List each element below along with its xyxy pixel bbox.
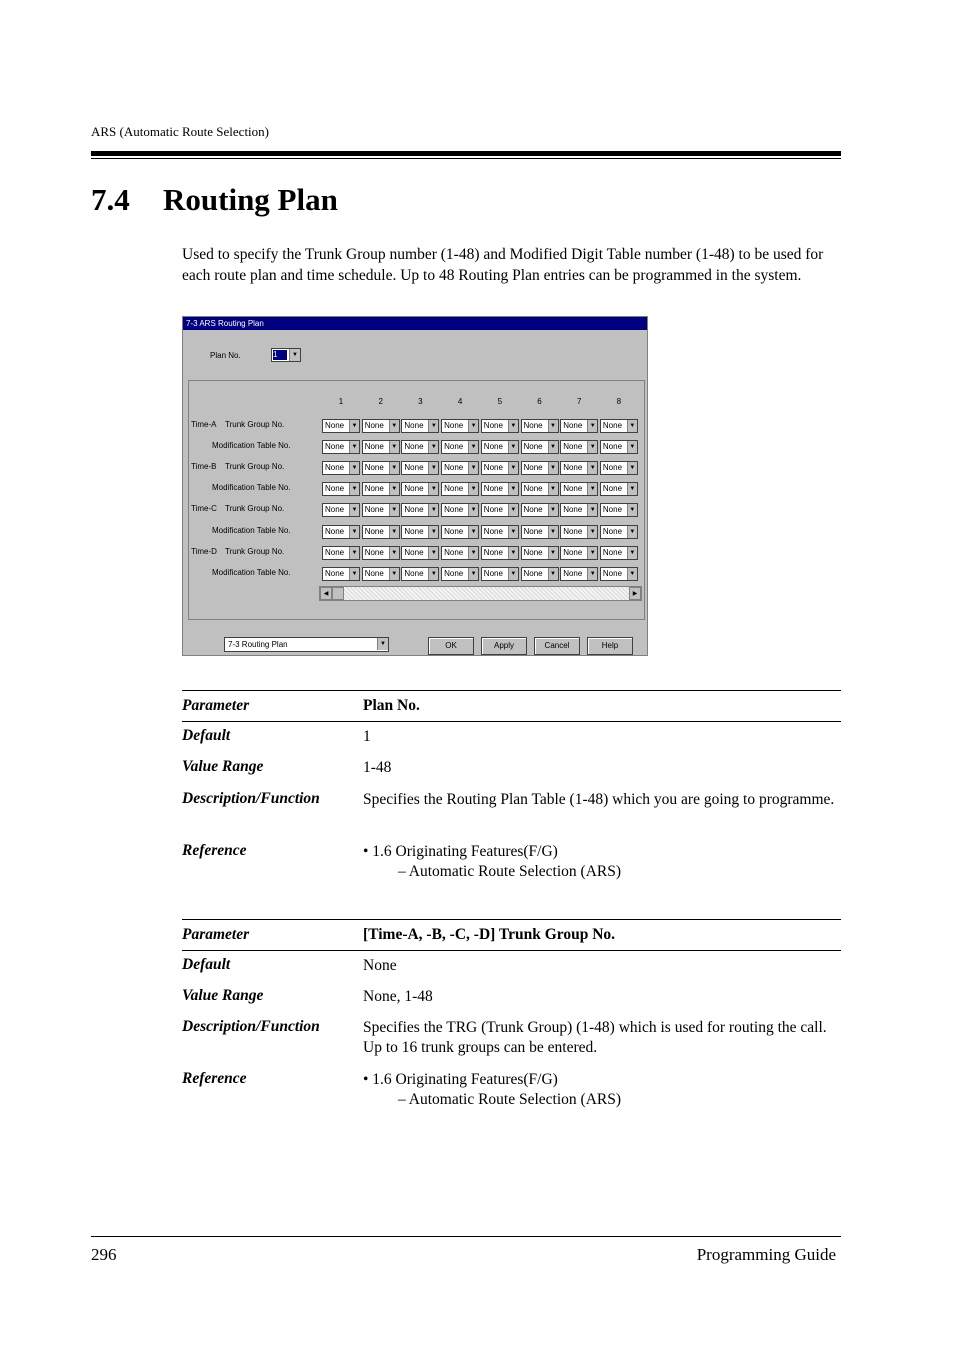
chevron-down-icon[interactable]: ▼: [627, 483, 637, 495]
column-header: 5: [497, 397, 503, 406]
chevron-down-icon[interactable]: ▼: [627, 526, 637, 538]
description-key: Description/Function: [182, 1018, 320, 1035]
scroll-thumb[interactable]: [332, 587, 344, 600]
route-cell-value: None: [563, 463, 583, 473]
route-cell-select[interactable]: [441, 546, 479, 560]
route-cell-select[interactable]: [401, 440, 439, 454]
route-cell-value: None: [563, 421, 583, 430]
route-cell-select[interactable]: [362, 546, 400, 560]
route-cell-select[interactable]: [322, 419, 360, 433]
param-table-plan-no: [182, 690, 841, 890]
chevron-down-icon[interactable]: ▼: [428, 504, 438, 516]
route-cell-value: None: [325, 421, 345, 430]
route-cell-select[interactable]: [600, 567, 638, 581]
route-cell-select[interactable]: [441, 419, 479, 433]
chevron-down-icon[interactable]: ▼: [389, 547, 399, 559]
route-cell-select[interactable]: [441, 482, 479, 496]
chevron-down-icon[interactable]: ▼: [627, 462, 637, 474]
route-cell-value: None: [523, 421, 543, 430]
route-cell-value: None: [404, 526, 424, 536]
route-cell-value: None: [325, 442, 345, 452]
chevron-down-icon[interactable]: ▼: [548, 568, 558, 580]
range-key: Value Range: [182, 758, 264, 775]
route-cell-select[interactable]: [560, 461, 598, 475]
route-cell-select[interactable]: [521, 567, 559, 581]
route-cell-value: None: [325, 484, 345, 494]
route-cell-value: None: [364, 484, 384, 494]
chevron-down-icon[interactable]: ▼: [587, 547, 597, 559]
route-cell-value: None: [325, 568, 345, 578]
route-cell-select[interactable]: [481, 482, 519, 496]
route-cell-value: None: [364, 526, 384, 536]
chevron-down-icon[interactable]: ▼: [468, 420, 478, 432]
route-cell-value: None: [364, 568, 384, 578]
route-cell-select[interactable]: [481, 503, 519, 517]
chevron-down-icon[interactable]: ▼: [428, 547, 438, 559]
chevron-down-icon[interactable]: ▼: [627, 420, 637, 432]
chevron-down-icon[interactable]: ▼: [587, 504, 597, 516]
route-cell-select[interactable]: [521, 482, 559, 496]
plan-no-label: Plan No.: [210, 351, 241, 360]
route-cell-value: None: [364, 421, 384, 430]
param-key: Parameter: [182, 697, 250, 714]
route-cell-value: None: [563, 442, 583, 452]
route-cell-select[interactable]: [441, 440, 479, 454]
route-cell-select[interactable]: [362, 503, 400, 517]
column-header: 8: [616, 397, 622, 406]
reference-main: • 1.6 Originating Features(F/G): [363, 843, 558, 860]
route-cell-value: None: [444, 484, 464, 494]
chevron-down-icon[interactable]: ▼: [627, 441, 637, 453]
route-cell-value: None: [523, 442, 543, 452]
chevron-down-icon[interactable]: ▼: [587, 441, 597, 453]
route-cell-value: None: [483, 505, 503, 515]
route-cell-select[interactable]: [481, 440, 519, 454]
route-cell-select[interactable]: [521, 546, 559, 560]
row-label: Trunk Group No.: [225, 546, 285, 556]
route-cell-select[interactable]: [322, 482, 360, 496]
chevron-down-icon[interactable]: ▼: [548, 526, 558, 538]
route-cell-select[interactable]: [322, 567, 360, 581]
route-cell-select[interactable]: [481, 546, 519, 560]
chevron-down-icon[interactable]: ▼: [508, 526, 518, 538]
param-header-row: [182, 919, 841, 951]
chevron-down-icon[interactable]: ▼: [627, 547, 637, 559]
route-cell-select[interactable]: [401, 525, 439, 539]
route-cell-value: None: [563, 568, 583, 578]
route-cell-select[interactable]: [322, 546, 360, 560]
row-label: Modification Table No.: [212, 525, 291, 535]
route-cell-value: None: [523, 505, 543, 515]
column-header: 1: [338, 397, 344, 406]
scroll-left-icon[interactable]: ◀: [320, 587, 332, 600]
route-cell-select[interactable]: [560, 525, 598, 539]
chevron-down-icon[interactable]: ▼: [468, 526, 478, 538]
route-cell-value: None: [483, 526, 503, 536]
chevron-down-icon[interactable]: ▼: [428, 420, 438, 432]
route-cell-value: None: [444, 505, 464, 515]
chevron-down-icon[interactable]: ▼: [349, 483, 359, 495]
chevron-down-icon[interactable]: ▼: [508, 483, 518, 495]
row-label: Modification Table No.: [212, 567, 291, 577]
route-cell-value: None: [523, 568, 543, 578]
row-label: Trunk Group No.: [225, 462, 285, 472]
chevron-down-icon[interactable]: ▼: [468, 568, 478, 580]
default-value: 1: [363, 728, 371, 745]
route-cell-select[interactable]: [322, 461, 360, 475]
route-cell-select[interactable]: [600, 419, 638, 433]
routing-plan-window: [182, 316, 648, 656]
page-number: 296: [91, 1245, 117, 1264]
default-key: Default: [182, 727, 231, 744]
chevron-down-icon[interactable]: ▼: [428, 483, 438, 495]
chevron-down-icon[interactable]: ▼: [587, 526, 597, 538]
param-key: Parameter: [182, 926, 250, 943]
route-cell-select[interactable]: [401, 503, 439, 517]
route-cell-value: None: [325, 463, 345, 473]
route-cell-value: None: [325, 547, 345, 557]
section-number: 7.4: [91, 182, 130, 217]
route-cell-select[interactable]: [560, 567, 598, 581]
range-key: Value Range: [182, 987, 264, 1004]
chevron-down-icon[interactable]: ▼: [428, 462, 438, 474]
chevron-down-icon[interactable]: ▼: [389, 504, 399, 516]
route-cell-select[interactable]: [560, 503, 598, 517]
screen-select[interactable]: [224, 637, 389, 652]
route-cell-select[interactable]: [521, 419, 559, 433]
route-cell-value: None: [563, 547, 583, 557]
route-cell-value: None: [602, 505, 623, 515]
scroll-right-icon[interactable]: ▶: [629, 587, 641, 600]
route-cell-value: None: [602, 442, 623, 452]
plan-no-value: 1: [273, 350, 287, 360]
route-cell-value: None: [444, 421, 464, 430]
route-cell-value: None: [563, 526, 583, 536]
range-value: 1-48: [363, 759, 392, 776]
route-cell-value: None: [404, 421, 424, 430]
route-cell-value: None: [483, 442, 503, 452]
route-cell-select[interactable]: [521, 440, 559, 454]
route-cell-select[interactable]: [362, 440, 400, 454]
row-label: Trunk Group No.: [225, 420, 285, 429]
route-cell-select[interactable]: [401, 461, 439, 475]
route-cell-select[interactable]: [362, 567, 400, 581]
chevron-down-icon[interactable]: ▼: [389, 441, 399, 453]
footer-rule: [91, 1236, 841, 1237]
route-cell-select[interactable]: [441, 567, 479, 581]
route-cell-select[interactable]: [362, 482, 400, 496]
route-cell-value: None: [602, 568, 623, 578]
chevron-down-icon[interactable]: ▼: [627, 568, 637, 580]
reference-value: [363, 1070, 841, 1110]
chevron-down-icon[interactable]: ▼: [428, 568, 438, 580]
reference-sub: – Automatic Route Selection (ARS): [398, 1091, 622, 1108]
chevron-down-icon[interactable]: ▼: [468, 441, 478, 453]
route-cell-value: None: [404, 547, 424, 557]
route-cell-select[interactable]: [560, 482, 598, 496]
route-cell-select[interactable]: [521, 525, 559, 539]
screen-select-value: 7-3 Routing Plan: [228, 640, 288, 649]
apply-button[interactable]: Apply: [481, 637, 527, 655]
routing-grid-panel: [188, 380, 645, 620]
param-value: Plan No.: [363, 697, 420, 714]
route-cell-select[interactable]: [481, 567, 519, 581]
chevron-down-icon[interactable]: ▼: [508, 547, 518, 559]
chevron-down-icon[interactable]: ▼: [548, 420, 558, 432]
route-cell-select[interactable]: [322, 503, 360, 517]
route-cell-select[interactable]: [600, 440, 638, 454]
chevron-down-icon[interactable]: ▼: [548, 462, 558, 474]
chevron-down-icon[interactable]: ▼: [587, 568, 597, 580]
route-cell-select[interactable]: [560, 546, 598, 560]
route-cell-select[interactable]: [362, 461, 400, 475]
footer-guide-title: Programming Guide: [696, 1245, 836, 1264]
route-cell-select[interactable]: [401, 567, 439, 581]
chevron-down-icon[interactable]: ▼: [548, 441, 558, 453]
route-cell-value: None: [523, 463, 543, 473]
chevron-down-icon[interactable]: ▼: [468, 504, 478, 516]
route-cell-value: None: [563, 505, 583, 515]
route-cell-value: None: [483, 463, 503, 473]
help-button[interactable]: Help: [587, 637, 633, 655]
route-cell-value: None: [364, 505, 384, 515]
route-cell-value: None: [602, 463, 623, 473]
chevron-down-icon[interactable]: ▼: [349, 441, 359, 453]
chevron-down-icon[interactable]: ▼: [349, 420, 359, 432]
cancel-button[interactable]: Cancel: [534, 637, 580, 655]
route-cell-select[interactable]: [362, 525, 400, 539]
running-head: ARS (Automatic Route Selection): [91, 124, 270, 139]
chevron-down-icon[interactable]: ▼: [627, 504, 637, 516]
route-cell-value: None: [602, 547, 623, 557]
section-title: [91, 182, 338, 218]
route-cell-select[interactable]: [401, 546, 439, 560]
row-label: Modification Table No.: [212, 483, 291, 493]
chevron-down-icon[interactable]: ▼: [349, 462, 359, 474]
description-value: Specifies the TRG (Trunk Group) (1-48) which is used for routing the call. Up to 16 trunk groups can be entered.: [363, 1019, 827, 1056]
route-cell-select[interactable]: [362, 419, 400, 433]
route-cell-select[interactable]: [441, 525, 479, 539]
row-label: Trunk Group No.: [225, 504, 285, 514]
chevron-down-icon[interactable]: ▼: [389, 483, 399, 495]
route-cell-value: None: [364, 442, 384, 452]
route-cell-select[interactable]: [560, 419, 598, 433]
chevron-down-icon[interactable]: ▼: [468, 462, 478, 474]
chevron-down-icon[interactable]: ▼: [587, 420, 597, 432]
chevron-down-icon[interactable]: ▼: [389, 526, 399, 538]
route-cell-select[interactable]: [521, 461, 559, 475]
chevron-down-icon[interactable]: ▼: [548, 504, 558, 516]
route-cell-value: None: [602, 526, 623, 536]
chevron-down-icon[interactable]: ▼: [289, 349, 300, 361]
route-cell-select[interactable]: [322, 525, 360, 539]
window-title-bar: 7-3 ARS Routing Plan: [183, 317, 647, 330]
chevron-down-icon[interactable]: ▼: [508, 504, 518, 516]
default-value: None: [363, 957, 397, 974]
reference-sub: – Automatic Route Selection (ARS): [398, 863, 622, 880]
route-cell-select[interactable]: [481, 419, 519, 433]
chevron-down-icon[interactable]: ▼: [349, 568, 359, 580]
column-header: 2: [378, 397, 383, 406]
route-cell-select[interactable]: [560, 440, 598, 454]
ok-button[interactable]: OK: [428, 637, 474, 655]
chevron-down-icon[interactable]: ▼: [468, 547, 478, 559]
route-cell-value: None: [444, 442, 464, 452]
reference-key: Reference: [182, 842, 247, 859]
column-header: 6: [537, 397, 542, 406]
chevron-down-icon[interactable]: ▼: [468, 483, 478, 495]
route-cell-value: None: [404, 484, 424, 494]
route-cell-value: None: [483, 568, 503, 578]
route-cell-value: None: [483, 421, 503, 430]
section-heading: Routing Plan: [163, 182, 338, 217]
plan-no-select[interactable]: [271, 348, 301, 362]
route-cell-value: None: [325, 505, 345, 515]
time-prefix-label: Time-D: [191, 546, 217, 556]
param-header-row: [182, 690, 841, 722]
description-key: Description/Function: [182, 790, 320, 807]
reference-key: Reference: [182, 1070, 247, 1087]
param-table-trunk-group: [182, 919, 841, 1119]
route-cell-value: None: [364, 547, 384, 557]
route-cell-value: None: [444, 463, 464, 473]
route-cell-value: None: [523, 484, 543, 494]
chevron-down-icon[interactable]: ▼: [548, 483, 558, 495]
route-cell-value: None: [325, 526, 345, 536]
route-cell-select[interactable]: [600, 503, 638, 517]
chevron-down-icon[interactable]: ▼: [377, 638, 388, 650]
route-cell-value: None: [404, 568, 424, 578]
route-cell-select[interactable]: [521, 503, 559, 517]
route-cell-select[interactable]: [441, 461, 479, 475]
route-cell-select[interactable]: [441, 503, 479, 517]
chevron-down-icon[interactable]: ▼: [508, 420, 518, 432]
route-cell-select[interactable]: [600, 546, 638, 560]
chevron-down-icon[interactable]: ▼: [389, 420, 399, 432]
header-rule-thick: [91, 151, 841, 156]
chevron-down-icon[interactable]: ▼: [587, 483, 597, 495]
route-cell-value: None: [444, 568, 464, 578]
default-key: Default: [182, 956, 231, 973]
route-cell-select[interactable]: [600, 482, 638, 496]
route-cell-value: None: [563, 484, 583, 494]
chevron-down-icon[interactable]: ▼: [349, 547, 359, 559]
chevron-down-icon[interactable]: ▼: [428, 441, 438, 453]
route-cell-value: None: [364, 463, 384, 473]
column-header: 3: [418, 397, 423, 406]
route-cell-select[interactable]: [481, 461, 519, 475]
reference-main: • 1.6 Originating Features(F/G): [363, 1071, 558, 1088]
chevron-down-icon[interactable]: ▼: [389, 462, 399, 474]
route-cell-value: None: [523, 547, 543, 557]
chevron-down-icon[interactable]: ▼: [428, 526, 438, 538]
route-cell-value: None: [404, 505, 424, 515]
chevron-down-icon[interactable]: ▼: [349, 504, 359, 516]
route-cell-value: None: [523, 526, 543, 536]
chevron-down-icon[interactable]: ▼: [508, 462, 518, 474]
route-cell-select[interactable]: [401, 419, 439, 433]
route-cell-select[interactable]: [600, 525, 638, 539]
description-value: Specifies the Routing Plan Table (1-48) which you are going to programme.: [363, 791, 835, 808]
route-cell-value: None: [404, 463, 424, 473]
route-cell-select[interactable]: [401, 482, 439, 496]
horizontal-scrollbar[interactable]: [319, 586, 642, 601]
chevron-down-icon[interactable]: ▼: [389, 568, 399, 580]
chevron-down-icon[interactable]: ▼: [548, 547, 558, 559]
range-value: None, 1-48: [363, 988, 433, 1005]
param-value: [Time-A, -B, -C, -D] Trunk Group No.: [363, 926, 616, 943]
reference-value: [363, 842, 841, 882]
route-cell-value: None: [444, 547, 464, 557]
intro-paragraph: Used to specify the Trunk Group number (1-48) and Modified Digit Table number (1-48) to be used for each route plan and time schedule. Up to 48 Routing Plan entries can be programmed in the system.: [182, 246, 824, 284]
column-header: 4: [457, 397, 463, 406]
time-prefix-label: Time-B: [191, 462, 217, 472]
time-prefix-label: Time-A: [191, 420, 217, 429]
column-header: 7: [576, 397, 582, 406]
time-prefix-label: Time-C: [191, 504, 217, 514]
header-rule-thin: [91, 158, 841, 159]
chevron-down-icon[interactable]: ▼: [587, 462, 597, 474]
route-cell-value: None: [602, 484, 623, 494]
route-cell-select[interactable]: [481, 525, 519, 539]
route-cell-select[interactable]: [600, 461, 638, 475]
chevron-down-icon[interactable]: ▼: [508, 568, 518, 580]
row-label: Modification Table No.: [212, 441, 291, 451]
route-cell-value: None: [483, 484, 503, 494]
route-cell-value: None: [444, 526, 464, 536]
route-cell-select[interactable]: [322, 440, 360, 454]
chevron-down-icon[interactable]: ▼: [508, 441, 518, 453]
route-cell-value: None: [483, 547, 503, 557]
route-cell-value: None: [404, 442, 424, 452]
chevron-down-icon[interactable]: ▼: [349, 526, 359, 538]
route-cell-value: None: [602, 421, 623, 430]
